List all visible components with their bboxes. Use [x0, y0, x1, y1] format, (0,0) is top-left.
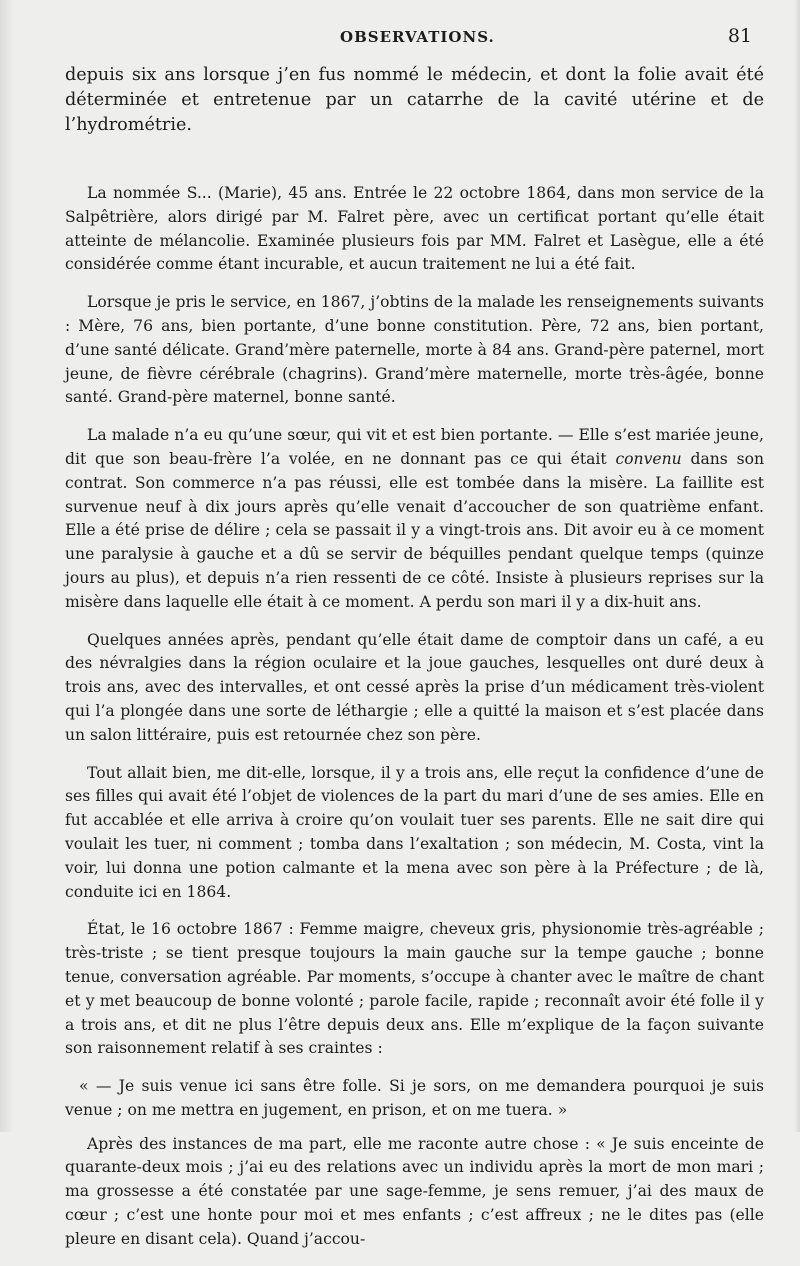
- intro-paragraph: depuis six ans lorsque j’en fus nommé le médecin, et dont la folie avait été déterminée et entretenue par un catarrhe de la cavité utérine et de l’hydrométrie.: [65, 65, 764, 135]
- page-number: 81: [727, 25, 752, 47]
- page-edge-shadow: [794, 0, 800, 1132]
- body-text: [65, 63, 764, 1266]
- paragraph-patient-quote: « — Je suis venue ici sans être folle. Si je sors, on me demandera pourquoi je suis venue ; on me mettra en jugement, en prison, et on me tuera. »: [65, 1077, 764, 1119]
- paragraph-pregnancy-claim: Après des instances de ma part, elle me raconte autre chose : « Je suis enceinte de quarante-deux mois ; j’ai eu des relations avec un individu après la mort de mon mari ; ma grossesse a été constatée par une sage-femme, je sens remuer, j’ai des maux de cœur ; c’est une honte pour moi et mes enfants ; c’est affreux ; ne le dites pas (elle pleure en disant cela). Quand j’accou-: [65, 1134, 764, 1248]
- page-header: [0, 25, 800, 52]
- emphasis-word: convenu: [615, 449, 682, 468]
- running-head: OBSERVATIONS.: [340, 28, 495, 46]
- paragraph-family-history: Lorsque je pris le service, en 1867, j’obtins de la malade les renseignements suivants : Mère, 76 ans, bien portante, d’une bonne constitution. Père, 72 ans, bien portant, d’une santé délicate. Grand’mère paternelle, morte à 84 ans. Grand-père paternel, mort jeune, de fièvre cérébrale (chagrins). Grand’mère maternelle, morte très-âgée, bonne santé. Grand-père maternel, bonne santé.: [65, 293, 764, 407]
- paragraph-state-1867: État, le 16 octobre 1867 : Femme maigre, cheveux gris, physionomie très-agréable ; très-triste ; se tient presque toujours la main gauche sur la tempe gauche ; bonne tenue, conversation agréable. Par moments, s’occupe à chanter avec le maître de chant et y met beaucoup de bonne volonté ; parole facile, rapide ; reconnaît avoir été folle il y a trois ans, et dit ne plus l’être depuis deux ans. Elle m’explique de la façon suivante son raisonnement relatif à ses craintes :: [65, 920, 764, 1058]
- page-gutter-shadow: [0, 0, 14, 1132]
- paragraph-neuralgia: Quelques années après, pendant qu’elle était dame de comptoir dans un café, a eu des névralgies dans la région oculaire et la joue gauches, lesquelles ont duré deux à trois ans, avec des intervalles, et ont cessé après la prise d’un médicament très-violent qui l’a plongée dans une sorte de léthargie ; elle a quitté la maison et s’est placée dans un salon littéraire, puis est retournée chez son père.: [65, 630, 764, 744]
- paragraph-confidence: Tout allait bien, me dit-elle, lorsque, il y a trois ans, elle reçut la confidence d’une de ses filles qui avait été l’objet de violences de la part du mari d’une de ses amies. Elle en fut accablée et elle arriva à croire qu’on voulait tuer ses parents. Elle ne sait dire qui voulait les tuer, ni comment ; tomba dans l’exaltation ; son médecin, M. Costa, vint la voir, lui donna une potion calmante et la mena avec son père à la Préfecture ; de là, conduite ici en 1864.: [65, 763, 764, 901]
- paragraph-text: La malade n’a eu qu’une sœur, qui vit et est bien portante. — Elle s’est mariée jeune, dit que son beau-frère l’a volée, en ne donnant pas ce qui était: [65, 426, 764, 468]
- paragraph-text: dans son contrat. Son commerce n’a pas réussi, elle est tombée dans la misère. La faillite est survenue neuf à dix jours après qu’elle venait d’accoucher de son quatrième enfant. Elle a été prise de délire ; cela se passait il y a vingt-trois ans. Dit avoir eu à ce moment une paralysie à gauche et a dû se servir de béquilles pendant quelque temps (quinze jours au plus), et depuis n’a rien ressenti de ce côté. Insiste à plusieurs reprises sur la misère dans laquelle elle était à ce moment. A perdu son mari il y a dix-huit ans.: [65, 449, 764, 611]
- paragraph-sister-marriage: [65, 424, 764, 614]
- paragraph-admission: La nommée S... (Marie), 45 ans. Entrée le 22 octobre 1864, dans mon service de la Salpêtrière, alors dirigé par M. Falret père, avec un certificat portant qu’elle était atteinte de mélancolie. Examinée plusieurs fois par MM. Falret et Lasègue, elle a été considérée comme étant incurable, et aucun traitement ne lui a été fait.: [65, 184, 764, 274]
